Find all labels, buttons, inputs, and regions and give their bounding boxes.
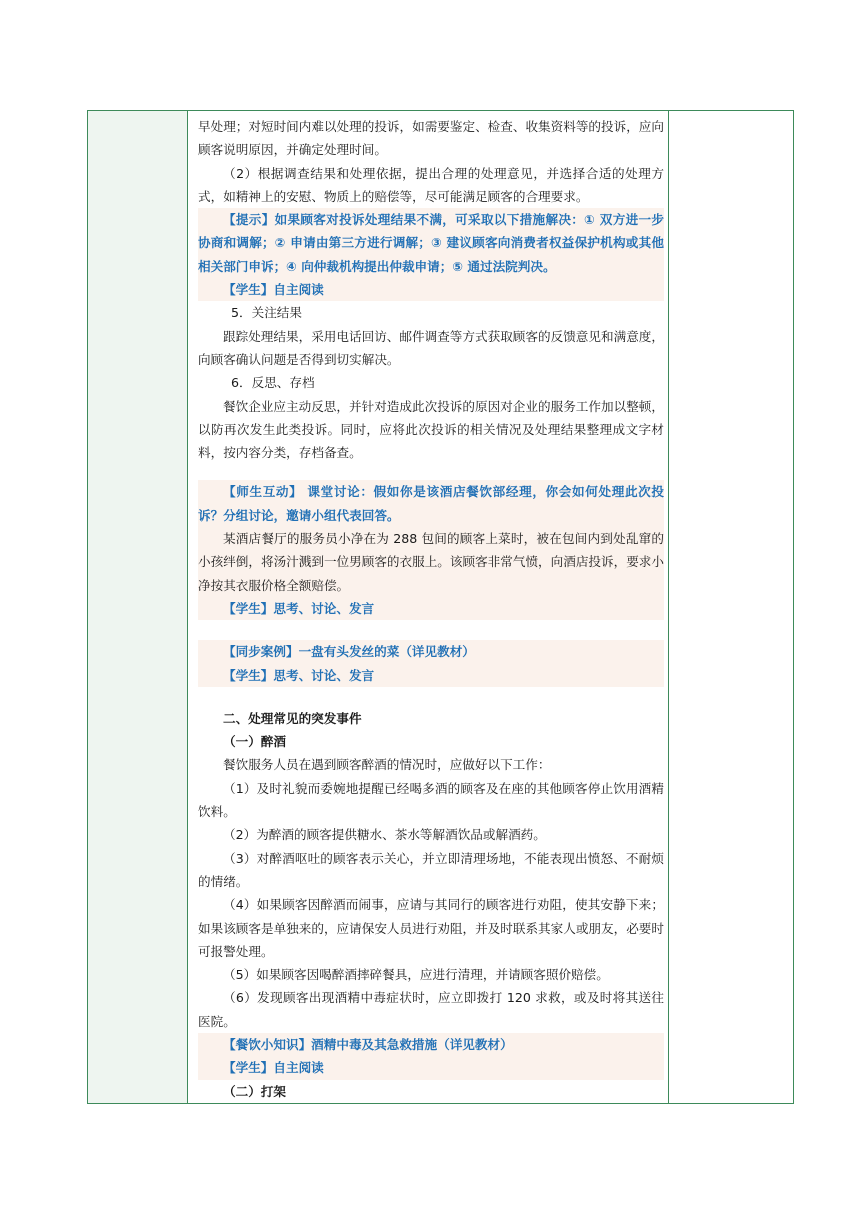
paragraph-drunk-intro: 餐饮服务人员在遇到顾客醉酒的情况时，应做好以下工作： [223, 757, 551, 773]
interaction-block [198, 480, 664, 620]
list-item: （1）及时礼貌而委婉地提醒已经喝多酒的顾客及在座的其他顾客停止饮用酒精饮料。 [198, 780, 664, 820]
list-item: （6）发现顾客出现酒精中毒症状时，应立即拨打 120 求救，或及时将其送往医院。 [198, 990, 664, 1029]
subsection-fight: （二）打架 [223, 1083, 286, 1099]
list-item: （3）对醉酒呕吐的顾客表示关心，并立即清理场地，不能表现出愤怒、不耐烦的情绪。 [198, 850, 664, 889]
sync-case-text: 【同步案例】一盘有头发丝的菜（详见教材） [223, 644, 475, 660]
knowledge-text: 【餐饮小知识】酒精中毒及其急救措施（详见教材） [223, 1036, 513, 1052]
left-column [88, 111, 188, 1103]
case-text: 某酒店餐厅的服务员小净在为 288 包间的顾客上菜时，被在包间内到处乱窜的小孩绊倒，将汤汁溅到一位男顾客的衣服上。该顾客非常气愤，向酒店投诉，要求小净按其衣服价格全额赔偿。 [198, 531, 664, 593]
student-think-note: 【学生】思考、讨论、发言 [223, 600, 375, 616]
student-read-note: 【学生】自主阅读 [223, 1060, 324, 1076]
paragraph-follow-result: 跟踪处理结果，采用电话回访、邮件调查等方式获取顾客的反馈意见和满意度，向顾客确认问题是否得到切实解决。 [198, 328, 664, 367]
student-think-note: 【学生】思考、讨论、发言 [223, 667, 375, 683]
paragraph-reflect-archive: 餐饮企业应主动反思，并针对造成此次投诉的原因对企业的服务工作加以整顿，以防再次发生此类投诉。同时，应将此次投诉的相关情况及处理结果整理成文字材料，按内容分类，存档备查。 [198, 398, 664, 461]
sync-case-block [198, 640, 664, 687]
list-item: （2）为醉酒的顾客提供糖水、茶水等解酒饮品或解酒药。 [223, 827, 546, 843]
lesson-table [87, 110, 794, 1104]
tip-text: 【提示】如果顾客对投诉处理结果不满，可采取以下措施解决：① 双方进一步协商和调解；② 申请由第三方进行调解；③ 建议顾客向消费者权益保护机构或其他相关部门申诉；④ 向仲裁机构提出仲裁申请；⑤ 通过法院判决。 [198, 212, 664, 274]
list-item: （4）如果顾客因醉酒而闹事，应请与其同行的顾客进行劝阻，使其安静下来；如果该顾客是单独来的，应请保安人员进行劝阻，并及时联系其家人或朋友，必要时可报警处理。 [198, 897, 664, 959]
section-heading: 二、处理常见的突发事件 [223, 710, 362, 726]
content-cell [198, 115, 664, 1103]
right-column [668, 111, 793, 1103]
subsection-drunk: （一）醉酒 [223, 734, 286, 750]
heading-follow-result: 5．关注结果 [231, 305, 302, 321]
paragraph-step-2: （2）根据调查结果和处理依据，提出合理的处理意见，并选择合适的处理方式，如精神上的安慰、物质上的赔偿等，尽可能满足顾客的合理要求。 [198, 165, 664, 204]
knowledge-block [198, 1033, 664, 1080]
interaction-text: 【师生互动】 课堂讨论：假如你是该酒店餐饮部经理，你会如何处理此次投诉？分组讨论，邀请小组代表回答。 [198, 484, 664, 523]
list-item: （5）如果顾客因喝醉酒摔碎餐具，应进行清理，并请顾客照价赔偿。 [223, 967, 609, 983]
heading-reflect-archive: 6．反思、存档 [231, 375, 315, 391]
student-read-note: 【学生】自主阅读 [223, 282, 324, 298]
tip-block [198, 208, 664, 301]
paragraph-processing-time: 早处理；对短时间内难以处理的投诉，如需要鉴定、检查、收集资料等的投诉，应向顾客说明原因，并确定处理时间。 [198, 119, 664, 158]
